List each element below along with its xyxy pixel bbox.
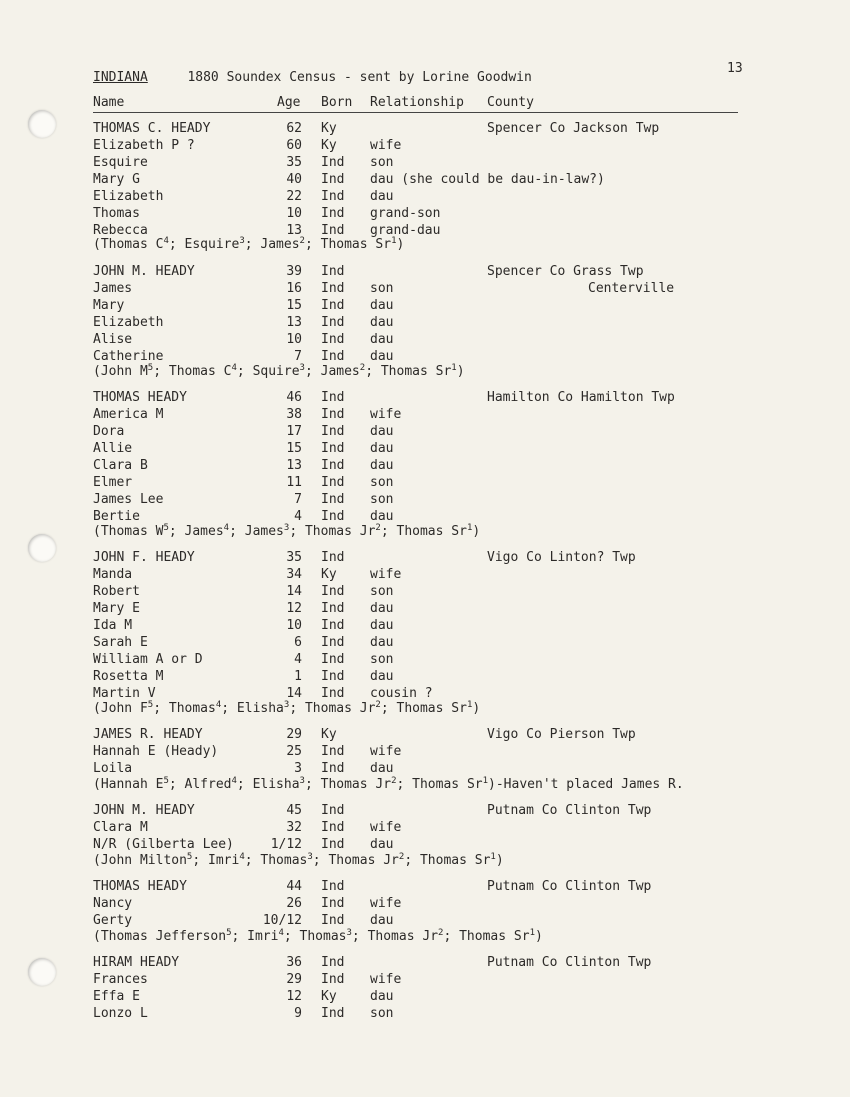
document-title: 1880 Soundex Census - sent by Lorine Goodwin xyxy=(187,70,532,85)
person-name: Sarah E xyxy=(93,635,148,650)
birthplace: Ind xyxy=(321,223,345,238)
birthplace: Ind xyxy=(321,550,345,565)
birthplace: Ind xyxy=(321,1006,345,1021)
person-name: THOMAS C. HEADY xyxy=(93,121,211,136)
person-age: 13 xyxy=(286,458,302,473)
person-name: Effa E xyxy=(93,989,140,1004)
lineage-line: (John Milton$^5$; Imri$^4$; Thomas$^3$; Thomas Jr$^2$; Thomas Sr$^1$) xyxy=(93,852,504,868)
generation-number: 1 xyxy=(529,928,535,938)
lineage-line: (Thomas Jefferson$^5$; Imri$^4$; Thomas$^3$; Thomas Jr$^2$; Thomas Sr$^1$) xyxy=(93,928,543,944)
relationship: dau xyxy=(370,458,394,473)
person-name: America M xyxy=(93,407,164,422)
relationship: wife xyxy=(370,820,402,835)
person-name: Robert xyxy=(93,584,140,599)
person-age: 62 xyxy=(286,121,302,136)
person-name: Dora xyxy=(93,424,125,439)
relationship: wife xyxy=(370,744,402,759)
person-name: Elizabeth P ? xyxy=(93,138,195,153)
generation-number: 1 xyxy=(466,523,473,533)
person-name: Esquire xyxy=(93,155,148,170)
relationship: son xyxy=(370,492,394,507)
relationship: dau xyxy=(370,332,394,347)
county-township: Putnam Co Clinton Twp xyxy=(487,879,652,894)
person-age: 12 xyxy=(286,601,302,616)
person-name: Rebecca xyxy=(93,223,148,238)
relationship: dau xyxy=(370,189,394,204)
person-name: Loila xyxy=(93,761,133,776)
generation-number: 4 xyxy=(278,928,284,938)
punch-hole xyxy=(28,534,56,562)
person-name: JOHN M. HEADY xyxy=(93,264,195,279)
relationship: cousin ? xyxy=(370,686,433,701)
county-township: Vigo Co Linton? Twp xyxy=(487,550,636,565)
birthplace: Ind xyxy=(321,492,345,507)
generation-number: 3 xyxy=(283,700,290,710)
lineage-line: (Thomas $C^4$; Esquire$^3$; James$^2$; Thomas Sr$^1$) xyxy=(93,236,405,252)
person-name: Ida M xyxy=(93,618,133,633)
relationship: dau xyxy=(370,315,394,330)
generation-number: 1 xyxy=(466,700,473,710)
birthplace: Ky xyxy=(321,989,337,1004)
person-age: 10 xyxy=(286,206,302,221)
person-name: Mary xyxy=(93,298,125,313)
birthplace: Ind xyxy=(321,424,345,439)
generation-number: 2 xyxy=(438,928,444,938)
relationship: son xyxy=(370,281,394,296)
generation-number: 5 xyxy=(147,700,154,710)
birthplace: Ind xyxy=(321,189,345,204)
birthplace: Ind xyxy=(321,618,345,633)
person-age: 26 xyxy=(286,896,302,911)
generation-number: 5 xyxy=(163,523,169,533)
birthplace: Ind xyxy=(321,155,345,170)
person-name: James Lee xyxy=(93,492,164,507)
person-name: Nancy xyxy=(93,896,133,911)
person-name: Hannah E (Heady) xyxy=(93,744,219,759)
generation-number: 3 xyxy=(239,236,245,246)
county-township: Spencer Co Grass Twp xyxy=(487,264,644,279)
generation-number: 3 xyxy=(299,363,305,373)
punch-hole xyxy=(28,958,56,986)
generation-number: 4 xyxy=(231,776,237,786)
person-age: 14 xyxy=(286,686,302,701)
generation-number: 1 xyxy=(490,852,496,862)
person-age: 4 xyxy=(294,509,302,524)
generation-number: 4 xyxy=(163,236,169,246)
person-name: THOMAS HEADY xyxy=(93,390,187,405)
person-age: 36 xyxy=(286,955,302,970)
relationship: son xyxy=(370,652,394,667)
birthplace: Ind xyxy=(321,264,345,279)
birthplace: Ind xyxy=(321,281,345,296)
generation-number: 2 xyxy=(359,363,366,373)
generation-number: 1 xyxy=(482,776,489,786)
generation-number: 2 xyxy=(375,523,381,533)
county-township: Putnam Co Clinton Twp xyxy=(487,955,652,970)
person-age: 60 xyxy=(286,138,302,153)
person-age: 10 xyxy=(286,332,302,347)
generation-number: 5 xyxy=(163,776,169,786)
person-age: 10 xyxy=(286,618,302,633)
generation-number: 1 xyxy=(451,363,457,373)
page-header xyxy=(93,70,532,85)
birthplace: Ky xyxy=(321,567,337,582)
relationship: son xyxy=(370,584,394,599)
person-age: 10/12 xyxy=(262,913,302,928)
generation-number: 1 xyxy=(391,236,397,246)
person-name: Lonzo L xyxy=(93,1006,148,1021)
col-name: Name xyxy=(93,95,125,110)
locality: Centerville xyxy=(588,281,675,296)
birthplace: Ind xyxy=(321,172,345,187)
generation-number: 2 xyxy=(375,700,381,710)
person-name: Clara M xyxy=(93,820,148,835)
relationship: dau xyxy=(370,837,394,852)
relationship: grand-son xyxy=(370,206,441,221)
person-name: Elmer xyxy=(93,475,133,490)
birthplace: Ind xyxy=(321,332,345,347)
birthplace: Ind xyxy=(321,298,345,313)
person-age: 34 xyxy=(286,567,302,582)
generation-number: 3 xyxy=(299,776,305,786)
bleed-through-text xyxy=(720,88,850,988)
col-county: County xyxy=(487,95,534,110)
person-name: Catherine xyxy=(93,349,164,364)
generation-number: 4 xyxy=(215,700,222,710)
person-age: 13 xyxy=(286,223,302,238)
person-name: JAMES R. HEADY xyxy=(93,727,203,742)
lineage-line: (John $M^5$; Thomas $C^4$; Squire$^3$; James$^2$; Thomas Sr$^1$) xyxy=(93,363,465,379)
generation-number: 4 xyxy=(239,852,245,862)
birthplace: Ind xyxy=(321,955,345,970)
person-age: 9 xyxy=(294,1006,302,1021)
col-relationship: Relationship xyxy=(370,95,464,110)
relationship: dau xyxy=(370,509,394,524)
relationship: dau xyxy=(370,635,394,650)
person-name: Manda xyxy=(93,567,133,582)
generation-number: 3 xyxy=(307,852,313,862)
birthplace: Ind xyxy=(321,475,345,490)
lineage-line: (John $F^5$; Thomas$^4$; Elisha$^3$; Thomas Jr$^2$; Thomas Sr$^1$) xyxy=(93,700,481,716)
birthplace: Ind xyxy=(321,879,345,894)
relationship: dau xyxy=(370,298,394,313)
person-name: HIRAM HEADY xyxy=(93,955,180,970)
relationship: dau xyxy=(370,989,394,1004)
person-age: 12 xyxy=(286,989,302,1004)
birthplace: Ind xyxy=(321,584,345,599)
person-age: 4 xyxy=(294,652,302,667)
col-born: Born xyxy=(321,95,353,110)
relationship: son xyxy=(370,155,394,170)
generation-number: 3 xyxy=(346,928,352,938)
county-township: Spencer Co Jackson Twp xyxy=(487,121,660,136)
county-township: Putnam Co Clinton Twp xyxy=(487,803,652,818)
birthplace: Ind xyxy=(321,458,345,473)
relationship: wife xyxy=(370,972,402,987)
person-age: 22 xyxy=(286,189,302,204)
person-age: 40 xyxy=(286,172,302,187)
person-name: Martin V xyxy=(93,686,156,701)
punch-hole xyxy=(28,110,56,138)
person-name: Mary G xyxy=(93,172,140,187)
birthplace: Ind xyxy=(321,315,345,330)
person-age: 32 xyxy=(286,820,302,835)
birthplace: Ky xyxy=(321,138,337,153)
birthplace: Ky xyxy=(321,121,337,136)
birthplace: Ind xyxy=(321,803,345,818)
relationship: dau xyxy=(370,761,394,776)
col-age: Age xyxy=(277,95,301,110)
relationship: dau xyxy=(370,424,394,439)
relationship: dau xyxy=(370,601,394,616)
person-age: 7 xyxy=(294,492,302,507)
person-name: Elizabeth xyxy=(93,189,164,204)
birthplace: Ind xyxy=(321,390,345,405)
birthplace: Ind xyxy=(321,744,345,759)
relationship: dau xyxy=(370,669,394,684)
person-age: 35 xyxy=(286,550,302,565)
person-name: Frances xyxy=(93,972,148,987)
person-name: JOHN F. HEADY xyxy=(93,550,195,565)
person-name: Clara B xyxy=(93,458,148,473)
lineage-line: (Hannah $E^5$; Alfred$^4$; Elisha$^3$; Thomas Jr$^2$; Thomas Sr$^1$)-Haven't placed James R. xyxy=(93,776,684,792)
birthplace: Ind xyxy=(321,896,345,911)
person-age: 7 xyxy=(294,349,302,364)
person-name: JOHN M. HEADY xyxy=(93,803,195,818)
relationship: grand-dau xyxy=(370,223,441,238)
birthplace: Ind xyxy=(321,206,345,221)
lineage-line: (Thomas $W^5$; James$^4$; James$^3$; Thomas Jr$^2$; Thomas Sr$^1$) xyxy=(93,523,481,539)
person-name: James xyxy=(93,281,133,296)
birthplace: Ind xyxy=(321,349,345,364)
birthplace: Ind xyxy=(321,601,345,616)
person-age: 1/12 xyxy=(270,837,302,852)
person-name: Bertie xyxy=(93,509,140,524)
person-name: Alise xyxy=(93,332,133,347)
person-name: Elizabeth xyxy=(93,315,164,330)
relationship: dau (she could be dau-in-law?) xyxy=(370,172,605,187)
county-township: Vigo Co Pierson Twp xyxy=(487,727,636,742)
person-age: 1 xyxy=(294,669,302,684)
birthplace: Ky xyxy=(321,727,337,742)
generation-number: 5 xyxy=(226,928,232,938)
person-age: 35 xyxy=(286,155,302,170)
person-name: THOMAS HEADY xyxy=(93,879,187,894)
relationship: wife xyxy=(370,138,402,153)
person-name: Gerty xyxy=(93,913,133,928)
person-age: 15 xyxy=(286,298,302,313)
person-name: Mary E xyxy=(93,601,140,616)
person-age: 15 xyxy=(286,441,302,456)
person-age: 6 xyxy=(294,635,302,650)
relationship: dau xyxy=(370,618,394,633)
person-age: 17 xyxy=(286,424,302,439)
person-age: 3 xyxy=(294,761,302,776)
person-age: 11 xyxy=(286,475,302,490)
person-name: Allie xyxy=(93,441,133,456)
person-name: Thomas xyxy=(93,206,140,221)
generation-number: 5 xyxy=(186,852,193,862)
birthplace: Ind xyxy=(321,652,345,667)
person-age: 13 xyxy=(286,315,302,330)
relationship: wife xyxy=(370,407,402,422)
generation-number: 4 xyxy=(231,363,237,373)
birthplace: Ind xyxy=(321,509,345,524)
generation-number: 3 xyxy=(283,523,290,533)
relationship: dau xyxy=(370,913,394,928)
person-age: 16 xyxy=(286,281,302,296)
generation-number: 4 xyxy=(223,523,230,533)
birthplace: Ind xyxy=(321,820,345,835)
birthplace: Ind xyxy=(321,913,345,928)
person-name: N/R (Gilberta Lee) xyxy=(93,837,234,852)
relationship: dau xyxy=(370,349,394,364)
birthplace: Ind xyxy=(321,972,345,987)
person-name: William A or D xyxy=(93,652,203,667)
person-age: 44 xyxy=(286,879,302,894)
person-age: 38 xyxy=(286,407,302,422)
relationship: wife xyxy=(370,567,402,582)
page-number: 13 xyxy=(727,61,743,76)
generation-number: 2 xyxy=(398,852,405,862)
person-age: 45 xyxy=(286,803,302,818)
person-age: 29 xyxy=(286,972,302,987)
birthplace: Ind xyxy=(321,686,345,701)
relationship: son xyxy=(370,1006,394,1021)
birthplace: Ind xyxy=(321,837,345,852)
person-age: 29 xyxy=(286,727,302,742)
generation-number: 5 xyxy=(147,363,154,373)
state-title: INDIANA xyxy=(93,70,148,85)
birthplace: Ind xyxy=(321,635,345,650)
person-age: 14 xyxy=(286,584,302,599)
person-name: Rosetta M xyxy=(93,669,164,684)
birthplace: Ind xyxy=(321,441,345,456)
relationship: dau xyxy=(370,441,394,456)
relationship: son xyxy=(370,475,394,490)
relationship: wife xyxy=(370,896,402,911)
person-age: 25 xyxy=(286,744,302,759)
county-township: Hamilton Co Hamilton Twp xyxy=(487,390,675,405)
generation-number: 2 xyxy=(391,776,397,786)
birthplace: Ind xyxy=(321,761,345,776)
person-age: 46 xyxy=(286,390,302,405)
birthplace: Ind xyxy=(321,407,345,422)
generation-number: 2 xyxy=(299,236,305,246)
birthplace: Ind xyxy=(321,669,345,684)
person-age: 39 xyxy=(286,264,302,279)
header-rule xyxy=(93,112,738,113)
